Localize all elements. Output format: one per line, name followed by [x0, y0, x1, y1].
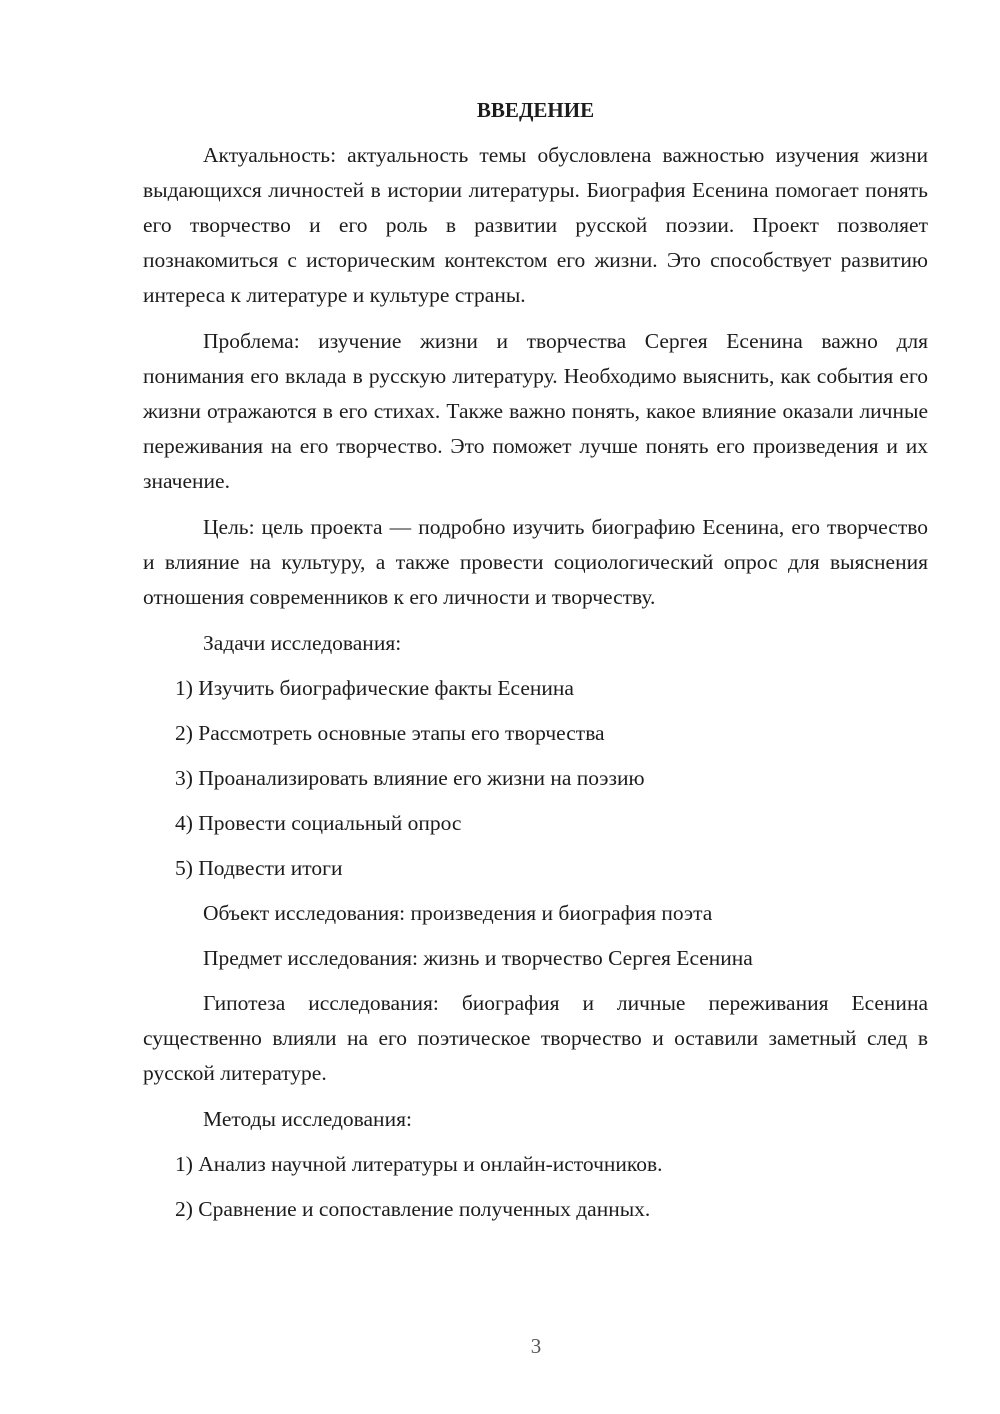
document-body	[143, 93, 928, 1237]
task-item-2: 2) Рассмотреть основные этапы его творчества	[175, 721, 605, 745]
problem-paragraph: Проблема: изучение жизни и творчества Сергея Есенина важно для понимания его вклада в русскую литературу. Необходимо выяснить, как события его жизни отражаются в его стихах. Также важно понять, какое влияние оказали личные переживания на его творчество. Это поможет лучше понять его произведения и их значение.	[143, 329, 928, 493]
task-item-1: 1) Изучить биографические факты Есенина	[175, 676, 574, 700]
research-subject: Предмет исследования: жизнь и творчество Сергея Есенина	[203, 946, 753, 970]
method-item-1: 1) Анализ научной литературы и онлайн-источников.	[175, 1152, 663, 1176]
page-number: 3	[530, 1334, 542, 1358]
research-object: Объект исследования: произведения и биография поэта	[203, 901, 713, 925]
method-item-2: 2) Сравнение и сопоставление полученных данных.	[175, 1197, 651, 1221]
section-heading: ВВЕДЕНИЕ	[476, 98, 595, 122]
methods-title: Методы исследования:	[203, 1107, 412, 1131]
goal-paragraph: Цель: цель проекта — подробно изучить биографию Есенина, его творчество и влияние на культуру, а также провести социологический опрос для выяснения отношения современников к его личности и творчеству.	[143, 515, 928, 609]
hypothesis-paragraph: Гипотеза исследования: биография и личные переживания Есенина существенно влияли на его поэтическое творчество и оставили заметный след в русской литературе.	[143, 991, 928, 1085]
tasks-title: Задачи исследования:	[203, 631, 402, 655]
relevance-paragraph: Актуальность: актуальность темы обусловлена важностью изучения жизни выдающихся личностей в истории литературы. Биография Есенина помогает понять его творчество и его роль в развитии русской поэзии. Проект позволяет познакомиться с историческим контекстом его жизни. Это способствует развитию интереса к литературе и культуре страны.	[143, 143, 928, 307]
task-item-4: 4) Провести социальный опрос	[175, 811, 462, 835]
task-item-3: 3) Проанализировать влияние его жизни на поэзию	[175, 766, 645, 790]
task-item-5: 5) Подвести итоги	[175, 856, 343, 880]
